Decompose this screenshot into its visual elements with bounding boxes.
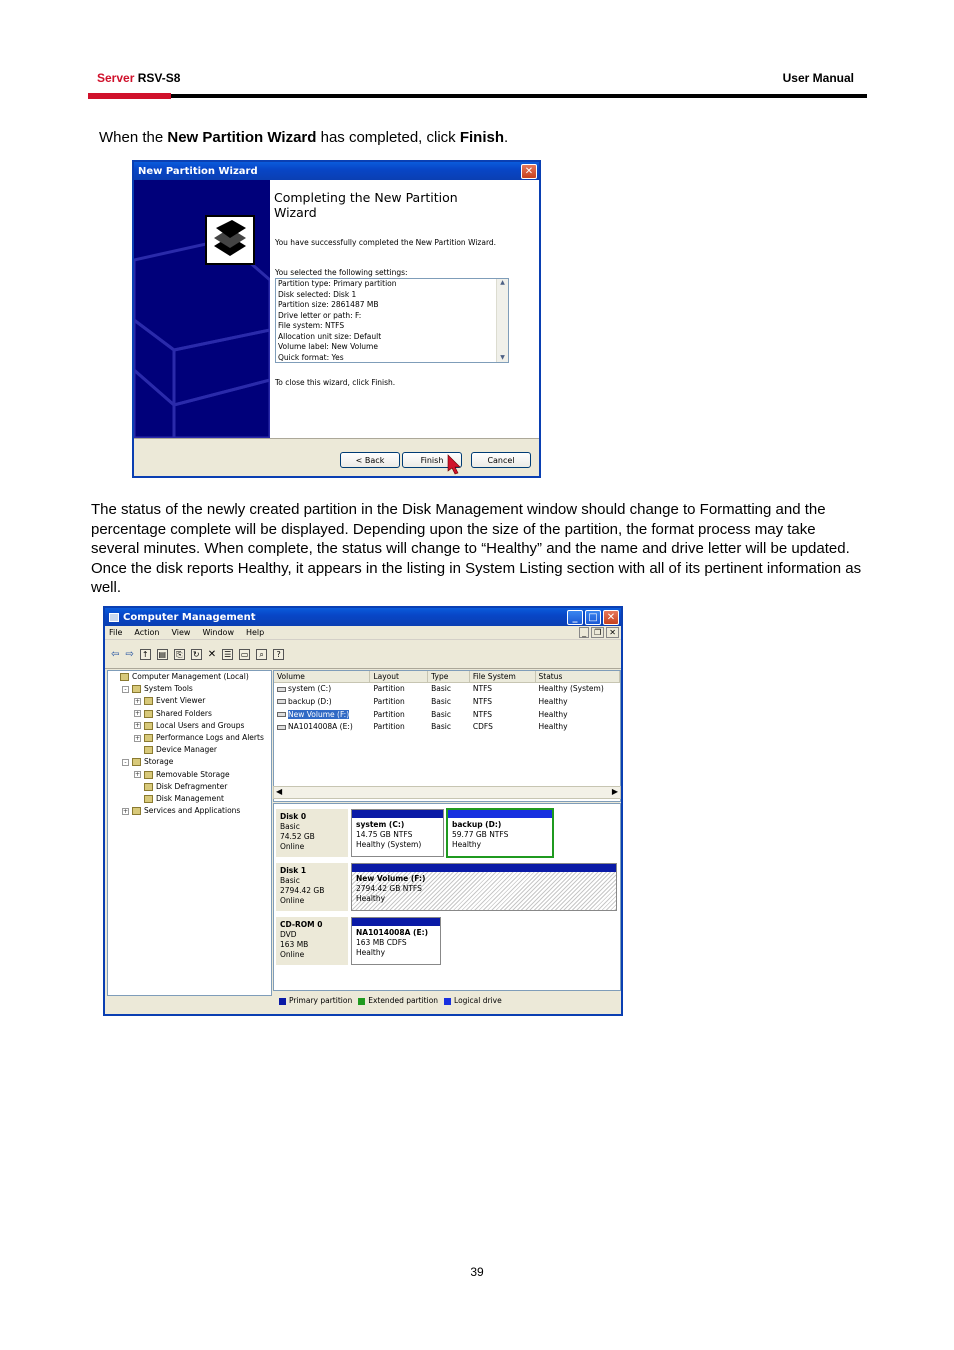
- tree-item[interactable]: [108, 683, 271, 695]
- computer-icon: [109, 613, 119, 622]
- drive-icon: [277, 699, 286, 704]
- up-folder-icon[interactable]: ↑: [140, 649, 151, 660]
- console-tree: [107, 670, 272, 996]
- expand-icon[interactable]: +: [135, 697, 141, 705]
- table-cell: New Volume (F:): [274, 709, 370, 722]
- cm-title: Computer Management: [123, 611, 256, 623]
- table-cell: NTFS: [472, 696, 493, 706]
- delete-icon[interactable]: ✕: [207, 649, 217, 660]
- search-icon[interactable]: ⌕: [256, 649, 267, 660]
- table-cell: Partition: [373, 722, 405, 732]
- volume-list-header: [274, 671, 620, 683]
- collapse-icon[interactable]: -: [122, 686, 129, 693]
- table-cell: NTFS: [472, 709, 493, 719]
- back-arrow-icon[interactable]: ⇦: [111, 649, 120, 660]
- table-cell: Basic: [431, 722, 451, 732]
- cursor-arrow-icon: [446, 453, 466, 475]
- table-cell: Healthy: [538, 696, 568, 706]
- close-icon[interactable]: ✕: [603, 610, 619, 625]
- disk-stack-illustration: [134, 180, 270, 438]
- header-rule-accent: [88, 93, 171, 99]
- col-layout[interactable]: Layout: [370, 671, 428, 682]
- expand-icon[interactable]: +: [135, 734, 141, 742]
- scroll-right-icon[interactable]: ▶: [611, 787, 618, 796]
- setting-line: Partition size: 2861487 MB: [278, 300, 379, 309]
- partition-cdrom-e[interactable]: NA1014008A (E:) 163 MB CDFS Healthy: [351, 917, 441, 965]
- wizard-titlebar: [134, 162, 539, 180]
- tree-item-label: System Tools: [144, 684, 193, 694]
- tree-item-label: Performance Logs and Alerts: [156, 732, 264, 742]
- tree-spacer: [134, 795, 141, 802]
- tree-node-icon: [120, 673, 129, 681]
- setting-line: Partition type: Primary partition: [278, 279, 397, 288]
- menu-bar: [105, 626, 621, 640]
- tree-item-label: Event Viewer: [156, 696, 206, 706]
- table-row[interactable]: [274, 696, 620, 709]
- table-cell: Basic: [431, 684, 451, 693]
- settings-scrollbar[interactable]: [496, 279, 508, 362]
- computer-management-window: [103, 606, 623, 1016]
- table-cell: system (C:): [274, 683, 370, 696]
- menu-window[interactable]: Window: [202, 628, 234, 637]
- wizard-window: [132, 160, 541, 478]
- drive-icon: [277, 687, 286, 692]
- col-status[interactable]: Status: [536, 671, 621, 682]
- wizard-title: New Partition Wizard: [138, 165, 258, 177]
- tree-spacer: [134, 747, 141, 754]
- tree-node-icon: [144, 734, 153, 742]
- tree-item[interactable]: [108, 671, 271, 683]
- expand-icon[interactable]: +: [135, 771, 141, 779]
- tree-item[interactable]: [108, 793, 271, 805]
- tree-item-label: Computer Management (Local): [132, 672, 249, 681]
- wizard-heading: Completing the New Partition Wizard: [274, 190, 458, 220]
- horizontal-scrollbar[interactable]: [273, 786, 621, 799]
- tree-item[interactable]: [108, 756, 271, 768]
- tree-node-icon: [132, 807, 141, 815]
- child-close-icon[interactable]: ✕: [606, 627, 619, 638]
- drive-icon: [277, 725, 286, 730]
- table-cell: Basic: [431, 696, 451, 706]
- page-number: 39: [470, 1265, 484, 1279]
- scroll-left-icon[interactable]: ◀: [276, 787, 283, 796]
- setting-line: Allocation unit size: Default: [278, 331, 382, 341]
- child-minimize-icon[interactable]: _: [579, 627, 589, 638]
- table-row[interactable]: [274, 709, 620, 722]
- tree-item-label: Services and Applications: [144, 806, 241, 816]
- col-volume[interactable]: Volume: [274, 671, 370, 682]
- tree-item-label: Device Manager: [156, 745, 217, 755]
- refresh-icon[interactable]: ↻: [191, 649, 202, 660]
- col-type[interactable]: Type: [428, 671, 470, 682]
- table-cell: Basic: [431, 709, 451, 719]
- cancel-button[interactable]: Cancel: [471, 452, 531, 468]
- tree-node-icon: [132, 758, 141, 766]
- forward-arrow-icon[interactable]: ⇨: [125, 649, 134, 660]
- tree-item[interactable]: [108, 805, 271, 817]
- open-icon[interactable]: ▭: [240, 650, 249, 659]
- status-paragraph: The status of the newly created partition in the Disk Management window should change to Formatting and the percentage complete will be displayed. Depending upon the size of the partition, the format process may take several minutes. When complete, the status will change to “Healthy” and the name and drive letter will be updated. Once the disk reports Healthy, it appears in the listing in System Listing section with all of its pertinent information as well.: [91, 501, 862, 596]
- tree-node-icon: [144, 771, 153, 779]
- tree-item-label: Disk Defragmenter: [156, 781, 228, 791]
- model-name: RSV-S8: [137, 71, 181, 85]
- table-row[interactable]: [274, 683, 620, 696]
- back-button[interactable]: < Back: [340, 452, 400, 468]
- table-cell: Partition: [373, 696, 405, 706]
- tree-item-label: Removable Storage: [156, 769, 230, 779]
- drive-icon: [277, 712, 286, 717]
- tree-node-icon: [144, 710, 153, 718]
- scroll-down-icon[interactable]: ▼: [500, 354, 505, 361]
- disk1-label[interactable]: Disk 1 Basic 2794.42 GB Online: [276, 863, 348, 911]
- tree-item[interactable]: [108, 744, 271, 756]
- show-tree-icon[interactable]: ▤: [158, 650, 167, 659]
- cm-titlebar: [105, 608, 621, 626]
- tree-node-icon: [144, 795, 153, 803]
- table-cell: NTFS: [472, 684, 493, 693]
- tree-item[interactable]: [108, 769, 271, 781]
- wizard-content: [270, 180, 539, 438]
- legend-extended: Extended partition: [358, 996, 438, 1005]
- table-cell: Healthy (System): [538, 684, 604, 693]
- tree-node-icon: [144, 746, 153, 754]
- tree-item-label: Local Users and Groups: [156, 720, 245, 730]
- header-rule: [88, 94, 867, 98]
- menu-view[interactable]: View: [171, 628, 191, 637]
- partition-backup-d[interactable]: backup (D:) 59.77 GB NTFS Healthy: [446, 808, 554, 858]
- legend-logical: Logical drive: [444, 996, 502, 1005]
- table-cell: Healthy: [538, 709, 568, 719]
- intro-text: When the New Partition Wizard has completed, click Finish.: [99, 129, 509, 146]
- menu-file[interactable]: File: [109, 628, 123, 637]
- tree-item-label: Storage: [144, 757, 174, 767]
- tree-node-icon: [132, 685, 141, 693]
- export-icon[interactable]: ⎘: [174, 649, 185, 660]
- table-cell: backup (D:): [274, 696, 370, 709]
- settings-label: You selected the following settings:: [275, 268, 408, 277]
- table-cell: Partition: [373, 709, 405, 719]
- minimize-icon[interactable]: _: [567, 610, 583, 625]
- expand-icon[interactable]: +: [135, 722, 141, 730]
- col-file-system[interactable]: File System: [470, 671, 536, 682]
- menu-help[interactable]: Help: [245, 628, 265, 637]
- menu-action[interactable]: Action: [134, 628, 160, 637]
- setting-line: Quick format: Yes: [278, 352, 344, 362]
- wizard-footer: [134, 438, 539, 476]
- wizard-side-panel: [134, 180, 270, 438]
- cdrom-label[interactable]: CD-ROM 0 DVD 163 MB Online: [276, 917, 348, 965]
- disk-graphical-view: [273, 803, 621, 991]
- tree-item[interactable]: [108, 695, 271, 707]
- tree-node-icon: [144, 783, 153, 791]
- tree-item[interactable]: [108, 708, 271, 720]
- tree-spacer: [110, 674, 117, 681]
- child-restore-icon[interactable]: ❐: [591, 627, 604, 638]
- tree-item[interactable]: [108, 732, 271, 744]
- setting-line: Volume label: New Volume: [278, 342, 378, 351]
- expand-icon[interactable]: +: [123, 807, 129, 815]
- close-icon[interactable]: ✕: [521, 164, 537, 179]
- brand-name: Server: [97, 71, 135, 85]
- setting-line: Drive letter or path: F:: [278, 310, 362, 320]
- legend-primary: Primary partition: [279, 996, 352, 1005]
- header-manual: User Manual: [782, 71, 854, 85]
- disk0-label[interactable]: Disk 0 Basic 74.52 GB Online: [276, 809, 348, 857]
- setting-line: Disk selected: Disk 1: [278, 289, 357, 299]
- partition-legend: [273, 991, 621, 1010]
- tree-node-icon: [144, 697, 153, 705]
- maximize-icon[interactable]: □: [585, 610, 601, 625]
- expand-icon[interactable]: +: [135, 710, 141, 718]
- table-cell: Healthy: [538, 722, 568, 732]
- tree-node-icon: [144, 722, 153, 730]
- tree-spacer: [134, 783, 141, 790]
- table-cell: CDFS: [472, 722, 493, 732]
- table-cell: NA1014008A (E:): [274, 721, 370, 734]
- tree-item-label: Shared Folders: [156, 708, 212, 718]
- toolbar: [105, 641, 621, 669]
- collapse-icon[interactable]: -: [122, 759, 129, 766]
- table-cell: Partition: [373, 684, 405, 693]
- tree-item[interactable]: [108, 781, 271, 793]
- volume-list: [273, 670, 621, 802]
- partition-new-volume-f[interactable]: New Volume (F:) 2794.42 GB NTFS Healthy: [351, 863, 617, 911]
- table-row[interactable]: [274, 721, 620, 734]
- wizard-close-text: To close this wizard, click Finish.: [275, 378, 396, 387]
- setting-line: File system: NTFS: [278, 321, 345, 330]
- partition-system-c[interactable]: system (C:) 14.75 GB NTFS Healthy (System): [351, 809, 444, 857]
- properties-icon[interactable]: ☰: [224, 650, 232, 659]
- finish-button[interactable]: Finish: [402, 452, 462, 468]
- scroll-up-icon[interactable]: ▲: [500, 279, 505, 286]
- header-brand: [97, 71, 180, 85]
- help-icon[interactable]: ?: [273, 649, 284, 660]
- settings-list[interactable]: [275, 278, 509, 363]
- tree-item[interactable]: [108, 720, 271, 732]
- wizard-success-text: You have successfully completed the New Partition Wizard.: [275, 238, 497, 247]
- tree-item-label: Disk Management: [156, 793, 224, 803]
